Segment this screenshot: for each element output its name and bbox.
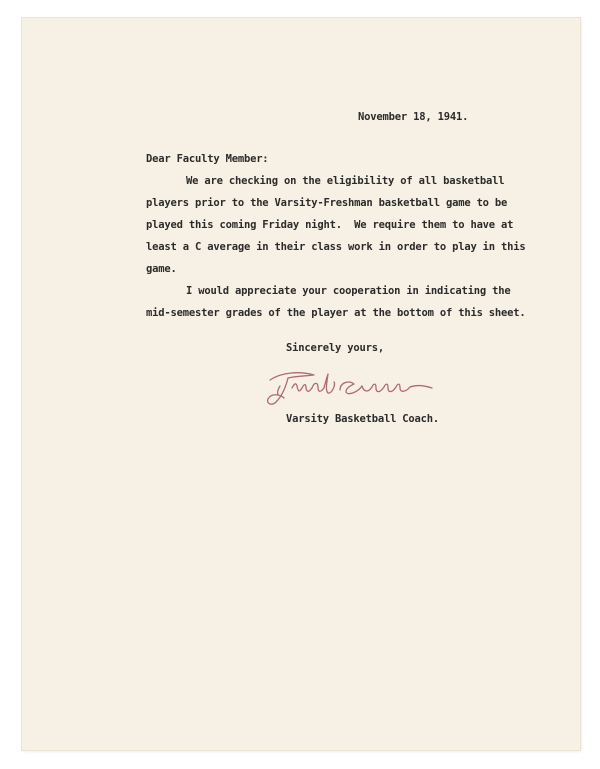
paragraph1-line: least a C average in their class work in order to play in this xyxy=(146,241,526,253)
letter-date: November 18, 1941. xyxy=(358,111,469,123)
signer-title: Varsity Basketball Coach. xyxy=(286,413,440,425)
paragraph2-line: mid-semester grades of the player at the bottom of this sheet. xyxy=(146,307,526,319)
paragraph1-line: players prior to the Varsity-Freshman basketball game to be xyxy=(146,197,508,209)
paragraph1-line: game. xyxy=(146,263,177,275)
paragraph1-line: We are checking on the eligibility of all basketball xyxy=(186,175,505,187)
paragraph1-line: played this coming Friday night. We require them to have at xyxy=(146,219,514,231)
handwritten-signature xyxy=(262,366,438,410)
paragraph2-line: I would appreciate your cooperation in indicating the xyxy=(186,285,511,297)
letter-closing: Sincerely yours, xyxy=(286,342,384,354)
letter-salutation: Dear Faculty Member: xyxy=(146,153,269,165)
